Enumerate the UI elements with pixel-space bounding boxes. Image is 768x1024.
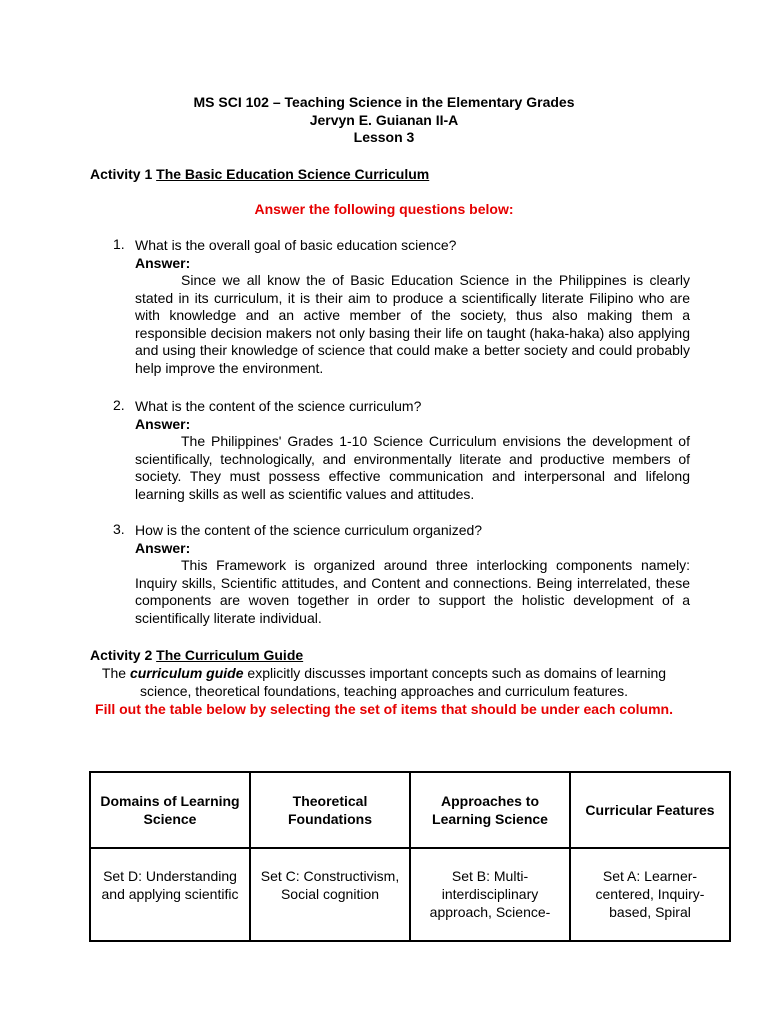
table-header-cell: Theoretical Foundations (250, 772, 410, 848)
activity1-title: The Basic Education Science Curriculum (156, 166, 430, 182)
table-row (90, 848, 730, 941)
table-header-cell: Domains of Learning Science (90, 772, 250, 848)
question-text: How is the content of the science curriculum organized? (135, 522, 483, 538)
activity1-instruction: Answer the following questions below: (254, 201, 514, 217)
activity2-title: The Curriculum Guide (156, 647, 304, 663)
document-header (0, 94, 768, 147)
activity2-heading (90, 646, 303, 664)
student-name: Jervyn E. Guianan II-A (309, 111, 459, 128)
activity2-prefix: Activity 2 (90, 647, 153, 663)
table-cell (570, 848, 730, 941)
question-number: 2. (113, 397, 125, 413)
course-title: MS SCI 102 – Teaching Science in the Elementary Grades (193, 94, 575, 110)
answer-label: Answer: (135, 255, 191, 271)
question-text: What is the content of the science curriculum? (135, 398, 422, 414)
answer-text: Since we all know the of Basic Education Science in the Philippines is clearly stated in its curriculum, it is their aim to produce a scientifically literate Filipino who are with knowledge and an active member of the society, thus also making them a responsible decision makers not only basing their life on taught (haka-haka) also applying and using their knowledge of science that could make a better society and could probably help improve the environment. (135, 272, 690, 376)
table-header-cell: Approaches to Learning Science (410, 772, 570, 848)
table-cell-text: Set D: Understanding and applying scientific (101, 868, 239, 902)
question-number: 3. (113, 521, 125, 537)
table-cell-text: Set C: Constructivism, Social cognition (260, 868, 400, 902)
table-header-cell: Curricular Features (570, 772, 730, 848)
answer-label: Answer: (135, 416, 191, 432)
answer-text: This Framework is organized around three interlocking components namely: Inquiry skills, Scientific attitudes, and Content and connections. Being interrelated, these components are woven together in order to support the holistic development of a scientifically literate individual. (135, 557, 690, 626)
table-cell (410, 848, 570, 941)
lesson-label: Lesson 3 (353, 129, 415, 145)
table-cell (90, 848, 250, 941)
intro-after: explicitly discusses important concepts such as domains of learning science, theoretical foundations, teaching approaches and curriculum features. (140, 665, 667, 699)
question-text: What is the overall goal of basic education science? (135, 237, 457, 253)
intro-emphasis: curriculum guide (129, 665, 244, 681)
activity1-prefix: Activity 1 (90, 166, 153, 182)
table-cell-text: Set B: Multi-interdisciplinary approach, Science- (429, 868, 551, 920)
answer-text: The Philippines' Grades 1-10 Science Curriculum envisions the development of scientifically, technologically, and environmentally literate and productive members of society. They must possess effective communication and interpersonal and lifelong learning skills as well as scientific values and attitudes. (135, 433, 690, 502)
activity1-heading (90, 165, 429, 183)
intro-before: The (101, 665, 127, 681)
activity2-intro (88, 664, 680, 700)
answer-label: Answer: (135, 540, 191, 556)
table-cell (250, 848, 410, 941)
table-header-row (90, 772, 730, 848)
curriculum-table (89, 771, 731, 942)
question-number: 1. (113, 236, 125, 252)
table-cell-text: Set A: Learner-centered, Inquiry-based, Spiral (595, 868, 705, 920)
activity2-instruction: Fill out the table below by selecting the set of items that should be under each column. (95, 701, 673, 717)
